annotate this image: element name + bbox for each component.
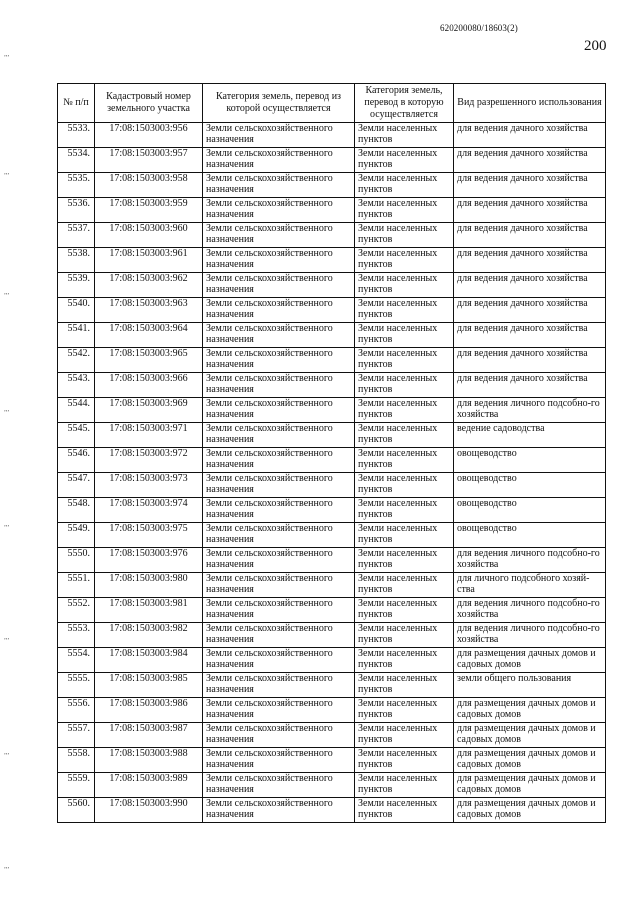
table-row [58, 623, 606, 648]
permitted-use: для ведения дачного хозяйства [454, 273, 606, 298]
column-header-category-to: Категория земель, перевод в которую осуществляется [355, 84, 454, 123]
permitted-use: земли общего пользования [454, 673, 606, 698]
category-from: Земли сельскохозяйственного назначения [203, 423, 355, 448]
category-to: Земли населенных пунктов [355, 623, 454, 648]
cadastral-number: 17:08:1503003:957 [95, 148, 203, 173]
permitted-use: для размещения дачных домов и садовых домов [454, 748, 606, 773]
cadastral-number: 17:08:1503003:989 [95, 773, 203, 798]
margin-mark: ,,, [4, 405, 10, 413]
cadastral-number: 17:08:1503003:980 [95, 573, 203, 598]
category-to: Земли населенных пунктов [355, 148, 454, 173]
table-row [58, 423, 606, 448]
row-number: 5558. [58, 748, 95, 773]
category-to: Земли населенных пунктов [355, 773, 454, 798]
table-row [58, 548, 606, 573]
margin-mark: ,,, [4, 520, 10, 528]
cadastral-number: 17:08:1503003:982 [95, 623, 203, 648]
category-to: Земли населенных пунктов [355, 698, 454, 723]
category-to: Земли населенных пунктов [355, 173, 454, 198]
cadastral-number: 17:08:1503003:974 [95, 498, 203, 523]
category-to: Земли населенных пунктов [355, 423, 454, 448]
category-to: Земли населенных пунктов [355, 798, 454, 823]
permitted-use: для размещения дачных домов и садовых домов [454, 723, 606, 748]
category-from: Земли сельскохозяйственного назначения [203, 123, 355, 148]
row-number: 5537. [58, 223, 95, 248]
table-row [58, 598, 606, 623]
permitted-use: для размещения дачных домов и садовых домов [454, 773, 606, 798]
permitted-use: для ведения дачного хозяйства [454, 348, 606, 373]
permitted-use: для ведения дачного хозяйства [454, 123, 606, 148]
table-row [58, 723, 606, 748]
category-to: Земли населенных пунктов [355, 398, 454, 423]
cadastral-number: 17:08:1503003:990 [95, 798, 203, 823]
permitted-use: для размещения дачных домов и садовых домов [454, 798, 606, 823]
permitted-use: для ведения личного подсобно-го хозяйства [454, 398, 606, 423]
category-from: Земли сельскохозяйственного назначения [203, 198, 355, 223]
permitted-use: овощеводство [454, 448, 606, 473]
category-to: Земли населенных пунктов [355, 198, 454, 223]
cadastral-number: 17:08:1503003:984 [95, 648, 203, 673]
permitted-use: для размещения дачных домов и садовых домов [454, 698, 606, 723]
row-number: 5545. [58, 423, 95, 448]
table-row [58, 648, 606, 673]
margin-mark: ,,, [4, 748, 10, 756]
cadastral-number: 17:08:1503003:981 [95, 598, 203, 623]
permitted-use: ведение садоводства [454, 423, 606, 448]
permitted-use: для ведения личного подсобно-го хозяйства [454, 548, 606, 573]
cadastral-number: 17:08:1503003:959 [95, 198, 203, 223]
row-number: 5551. [58, 573, 95, 598]
category-to: Земли населенных пунктов [355, 573, 454, 598]
margin-mark: ,,, [4, 633, 10, 641]
cadastral-number: 17:08:1503003:966 [95, 373, 203, 398]
cadastral-number: 17:08:1503003:958 [95, 173, 203, 198]
category-from: Земли сельскохозяйственного назначения [203, 748, 355, 773]
cadastral-number: 17:08:1503003:972 [95, 448, 203, 473]
land-plots-table [57, 83, 606, 823]
category-from: Земли сельскохозяйственного назначения [203, 248, 355, 273]
table-row [58, 798, 606, 823]
table-row [58, 173, 606, 198]
cadastral-number: 17:08:1503003:975 [95, 523, 203, 548]
category-to: Земли населенных пунктов [355, 348, 454, 373]
category-to: Земли населенных пунктов [355, 498, 454, 523]
cadastral-number: 17:08:1503003:976 [95, 548, 203, 573]
row-number: 5543. [58, 373, 95, 398]
cadastral-number: 17:08:1503003:987 [95, 723, 203, 748]
category-to: Земли населенных пунктов [355, 448, 454, 473]
category-from: Земли сельскохозяйственного назначения [203, 573, 355, 598]
table-header-row [58, 84, 606, 123]
category-from: Земли сельскохозяйственного назначения [203, 673, 355, 698]
document-number: 620200080/18603(2) [440, 23, 518, 33]
table-row [58, 223, 606, 248]
category-to: Земли населенных пунктов [355, 473, 454, 498]
permitted-use: для ведения дачного хозяйства [454, 148, 606, 173]
cadastral-number: 17:08:1503003:964 [95, 323, 203, 348]
category-from: Земли сельскохозяйственного назначения [203, 223, 355, 248]
margin-mark: ,,, [4, 50, 10, 58]
cadastral-number: 17:08:1503003:985 [95, 673, 203, 698]
row-number: 5560. [58, 798, 95, 823]
category-from: Земли сельскохозяйственного назначения [203, 648, 355, 673]
row-number: 5557. [58, 723, 95, 748]
permitted-use: для размещения дачных домов и садовых домов [454, 648, 606, 673]
row-number: 5533. [58, 123, 95, 148]
permitted-use: для ведения личного подсобно-го хозяйства [454, 623, 606, 648]
row-number: 5540. [58, 298, 95, 323]
table-row [58, 448, 606, 473]
table-row [58, 473, 606, 498]
row-number: 5534. [58, 148, 95, 173]
category-from: Земли сельскохозяйственного назначения [203, 148, 355, 173]
cadastral-number: 17:08:1503003:963 [95, 298, 203, 323]
table-row [58, 698, 606, 723]
row-number: 5550. [58, 548, 95, 573]
category-to: Земли населенных пунктов [355, 523, 454, 548]
category-from: Земли сельскохозяйственного назначения [203, 173, 355, 198]
table-row [58, 148, 606, 173]
category-to: Земли населенных пунктов [355, 648, 454, 673]
category-to: Земли населенных пунктов [355, 223, 454, 248]
category-to: Земли населенных пунктов [355, 373, 454, 398]
table-row [58, 298, 606, 323]
permitted-use: для ведения дачного хозяйства [454, 198, 606, 223]
cadastral-number: 17:08:1503003:960 [95, 223, 203, 248]
permitted-use: овощеводство [454, 498, 606, 523]
cadastral-number: 17:08:1503003:971 [95, 423, 203, 448]
row-number: 5544. [58, 398, 95, 423]
category-from: Земли сельскохозяйственного назначения [203, 723, 355, 748]
permitted-use: для ведения дачного хозяйства [454, 373, 606, 398]
row-number: 5546. [58, 448, 95, 473]
table-row [58, 573, 606, 598]
category-from: Земли сельскохозяйственного назначения [203, 398, 355, 423]
row-number: 5556. [58, 698, 95, 723]
cadastral-number: 17:08:1503003:962 [95, 273, 203, 298]
category-from: Земли сельскохозяйственного назначения [203, 548, 355, 573]
category-from: Земли сельскохозяйственного назначения [203, 498, 355, 523]
table-row [58, 523, 606, 548]
row-number: 5542. [58, 348, 95, 373]
category-to: Земли населенных пунктов [355, 248, 454, 273]
row-number: 5547. [58, 473, 95, 498]
column-header-category-from: Категория земель, перевод из которой осуществляется [203, 84, 355, 123]
row-number: 5538. [58, 248, 95, 273]
margin-mark: ,,, [4, 862, 10, 870]
page-number: 200 [584, 38, 607, 54]
permitted-use: для личного подсобного хозяй-ства [454, 573, 606, 598]
permitted-use: для ведения дачного хозяйства [454, 323, 606, 348]
category-from: Земли сельскохозяйственного назначения [203, 798, 355, 823]
cadastral-number: 17:08:1503003:988 [95, 748, 203, 773]
category-from: Земли сельскохозяйственного назначения [203, 348, 355, 373]
category-from: Земли сельскохозяйственного назначения [203, 773, 355, 798]
category-from: Земли сельскохозяйственного назначения [203, 273, 355, 298]
margin-mark: ,,, [4, 288, 10, 296]
table-row [58, 748, 606, 773]
column-header-number: № п/п [58, 84, 95, 123]
cadastral-number: 17:08:1503003:961 [95, 248, 203, 273]
cadastral-number: 17:08:1503003:969 [95, 398, 203, 423]
row-number: 5555. [58, 673, 95, 698]
column-header-cadastral-number: Кадастровый номер земельного участка [95, 84, 203, 123]
category-from: Земли сельскохозяйственного назначения [203, 623, 355, 648]
category-to: Земли населенных пунктов [355, 123, 454, 148]
table-row [58, 673, 606, 698]
table-row [58, 398, 606, 423]
table-row [58, 248, 606, 273]
category-from: Земли сельскохозяйственного назначения [203, 523, 355, 548]
row-number: 5548. [58, 498, 95, 523]
category-to: Земли населенных пунктов [355, 273, 454, 298]
category-from: Земли сельскохозяйственного назначения [203, 598, 355, 623]
table-body [58, 123, 606, 823]
margin-mark: ,,, [4, 168, 10, 176]
cadastral-number: 17:08:1503003:956 [95, 123, 203, 148]
permitted-use: для ведения дачного хозяйства [454, 223, 606, 248]
table-row [58, 773, 606, 798]
permitted-use: овощеводство [454, 473, 606, 498]
category-from: Земли сельскохозяйственного назначения [203, 323, 355, 348]
category-from: Земли сельскохозяйственного назначения [203, 448, 355, 473]
category-from: Земли сельскохозяйственного назначения [203, 473, 355, 498]
table-row [58, 373, 606, 398]
row-number: 5549. [58, 523, 95, 548]
row-number: 5539. [58, 273, 95, 298]
permitted-use: для ведения дачного хозяйства [454, 248, 606, 273]
category-to: Земли населенных пунктов [355, 598, 454, 623]
table-row [58, 323, 606, 348]
table-row [58, 123, 606, 148]
cadastral-number: 17:08:1503003:986 [95, 698, 203, 723]
row-number: 5559. [58, 773, 95, 798]
category-from: Земли сельскохозяйственного назначения [203, 698, 355, 723]
table-row [58, 348, 606, 373]
category-to: Земли населенных пунктов [355, 673, 454, 698]
row-number: 5554. [58, 648, 95, 673]
category-to: Земли населенных пунктов [355, 323, 454, 348]
row-number: 5535. [58, 173, 95, 198]
permitted-use: овощеводство [454, 523, 606, 548]
category-from: Земли сельскохозяйственного назначения [203, 298, 355, 323]
table-row [58, 498, 606, 523]
row-number: 5536. [58, 198, 95, 223]
permitted-use: для ведения личного подсобно-го хозяйства [454, 598, 606, 623]
column-header-permitted-use: Вид разрешенного использования [454, 84, 606, 123]
category-to: Земли населенных пунктов [355, 723, 454, 748]
table-row [58, 198, 606, 223]
cadastral-number: 17:08:1503003:965 [95, 348, 203, 373]
permitted-use: для ведения дачного хозяйства [454, 173, 606, 198]
category-to: Земли населенных пунктов [355, 298, 454, 323]
category-to: Земли населенных пунктов [355, 748, 454, 773]
row-number: 5541. [58, 323, 95, 348]
row-number: 5552. [58, 598, 95, 623]
table-row [58, 273, 606, 298]
category-to: Земли населенных пунктов [355, 548, 454, 573]
category-from: Земли сельскохозяйственного назначения [203, 373, 355, 398]
cadastral-number: 17:08:1503003:973 [95, 473, 203, 498]
row-number: 5553. [58, 623, 95, 648]
permitted-use: для ведения дачного хозяйства [454, 298, 606, 323]
